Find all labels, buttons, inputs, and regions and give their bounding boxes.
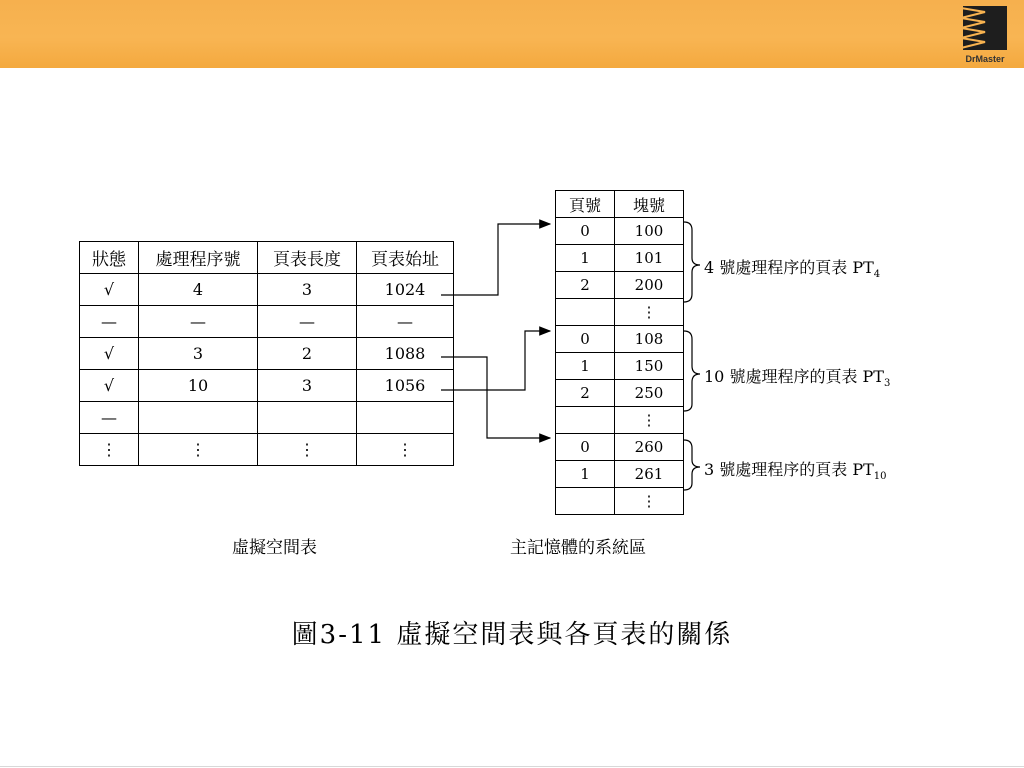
brace-label-pt10 [704,364,890,389]
header-cell: 狀態 [80,242,139,274]
table-cell: 1 [556,461,615,488]
table-cell: 2 [556,380,615,407]
table-cell: — [139,306,258,338]
table-cell: 101 [615,245,684,272]
table-cell: 10 [139,370,258,402]
table-cell: 3 [139,338,258,370]
header-cell: 頁表始址 [357,242,454,274]
brace-label-pt3 [704,457,887,482]
table-cell: — [80,402,139,434]
table-cell: 250 [615,380,684,407]
table-cell: 3 [258,274,357,306]
table-cell: 1 [556,353,615,380]
table-cell: ⋮ [258,434,357,466]
table-cell: 150 [615,353,684,380]
table-cell: √ [80,338,139,370]
pointer-arrow-pt4 [441,224,550,295]
table-cell: 261 [615,461,684,488]
table-cell: ⋮ [80,434,139,466]
table-cell: 3 [258,370,357,402]
table-cell: ⋮ [615,488,684,515]
table-cell: 0 [556,326,615,353]
brace-label-text: 4 號處理程序的頁表 PT [704,258,874,277]
table-cell: ⋮ [615,299,684,326]
table-cell: — [357,306,454,338]
table-cell: 200 [615,272,684,299]
table-cell: 1056 [357,370,454,402]
header-cell: 頁號 [556,191,615,218]
brace-pt4 [684,222,700,302]
table-cell: ⋮ [615,407,684,434]
brace-pt10 [684,331,700,411]
table-cell: — [258,306,357,338]
brace-label-text: 3 號處理程序的頁表 PT [704,460,874,479]
header-cell: 處理程序號 [139,242,258,274]
table-cell: √ [80,370,139,402]
figure-title: 圖3-11 虛擬空間表與各頁表的關係 [291,620,733,650]
brace-label-subscript: 4 [873,269,881,281]
logo-text: DrMaster [965,54,1005,64]
table-cell: 1 [556,245,615,272]
table-cell: ⋮ [357,434,454,466]
memory-table-caption: 主記憶體的系統區 [510,538,646,558]
virtual-table-caption: 虛擬空間表 [232,538,317,558]
brace-label-subscript: 10 [873,471,887,483]
table-cell: 260 [615,434,684,461]
pointer-arrow-pt10 [441,331,550,390]
table-cell: 100 [615,218,684,245]
table-cell: 2 [556,272,615,299]
brace-pt3 [684,440,700,490]
table-cell: 0 [556,434,615,461]
table-cell: 1088 [357,338,454,370]
table-cell: — [80,306,139,338]
table-cell: 4 [139,274,258,306]
table-cell: ⋮ [139,434,258,466]
header-cell: 塊號 [615,191,684,218]
table-cell: 1024 [357,274,454,306]
brace-label-subscript: 3 [883,378,891,390]
pointer-arrow-pt3 [441,357,550,438]
table-cell: 2 [258,338,357,370]
table-cell: √ [80,274,139,306]
table-cell: 0 [556,218,615,245]
brace-label-text: 10 號處理程序的頁表 PT [704,367,884,386]
brace-label-pt4 [704,255,880,280]
footer-divider [0,766,1024,767]
table-cell: 108 [615,326,684,353]
header-cell: 頁表長度 [258,242,357,274]
